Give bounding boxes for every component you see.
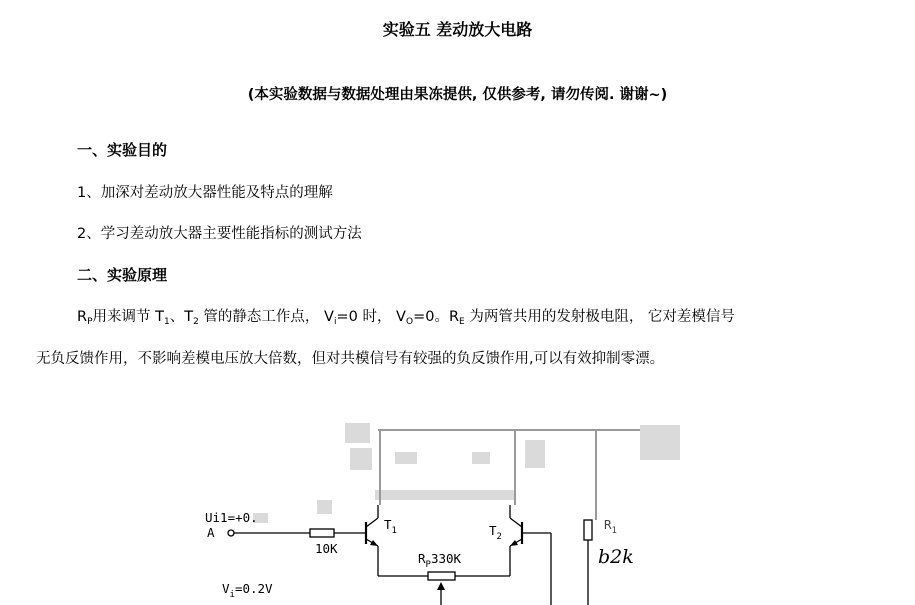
transistor-t1-label: $T_1$	[384, 517, 397, 536]
resistor-10k-label: 10K	[315, 541, 338, 556]
section-heading-purpose: 一、实验目的	[77, 141, 168, 159]
rp-label: $R_P330K$	[418, 551, 462, 570]
vi1-label: Ui1=+0.	[205, 510, 258, 525]
r1-label: $R_1$	[604, 517, 617, 536]
page-title: 实验五 差动放大电路	[382, 20, 533, 39]
resistor-rp	[428, 572, 455, 580]
vi-label: $V_i=0.2V$	[222, 581, 273, 600]
principle-paragraph-line-2: 无负反馈作用，不影响差模电压放大倍数，但对共模信号有较强的负反馈作用,可以有效抑制零漂。	[36, 351, 665, 367]
input-terminal-a	[228, 530, 234, 536]
section-heading-principle: 二、实验原理	[77, 266, 168, 284]
purpose-item-2: 2、学习差动放大器主要性能指标的测试方法	[77, 226, 362, 242]
resistor-10k	[310, 529, 334, 537]
terminal-a-label: A	[207, 525, 215, 540]
principle-paragraph-line-1: $R_P$用来调节 $T_1$、$T_2$ 管的静态工作点， $V_i=0$ 时， $V_O=0$。$R_E$ 为两管共用的发射极电阻， 它对差模信号	[77, 309, 735, 327]
handwritten-resistor-value: b2k	[598, 546, 634, 568]
page-subtitle: (本实验数据与数据处理由果冻提供, 仅供参考, 请勿传阅. 谢谢~)	[247, 87, 668, 103]
rp-symbol: $R_P$	[77, 309, 93, 327]
transistor-t2-label: $T_2$	[489, 523, 502, 542]
resistor-r1	[584, 520, 592, 540]
blurred-circuit-region	[253, 423, 680, 523]
purpose-item-1: 1、加深对差动放大器性能及特点的理解	[77, 185, 333, 201]
